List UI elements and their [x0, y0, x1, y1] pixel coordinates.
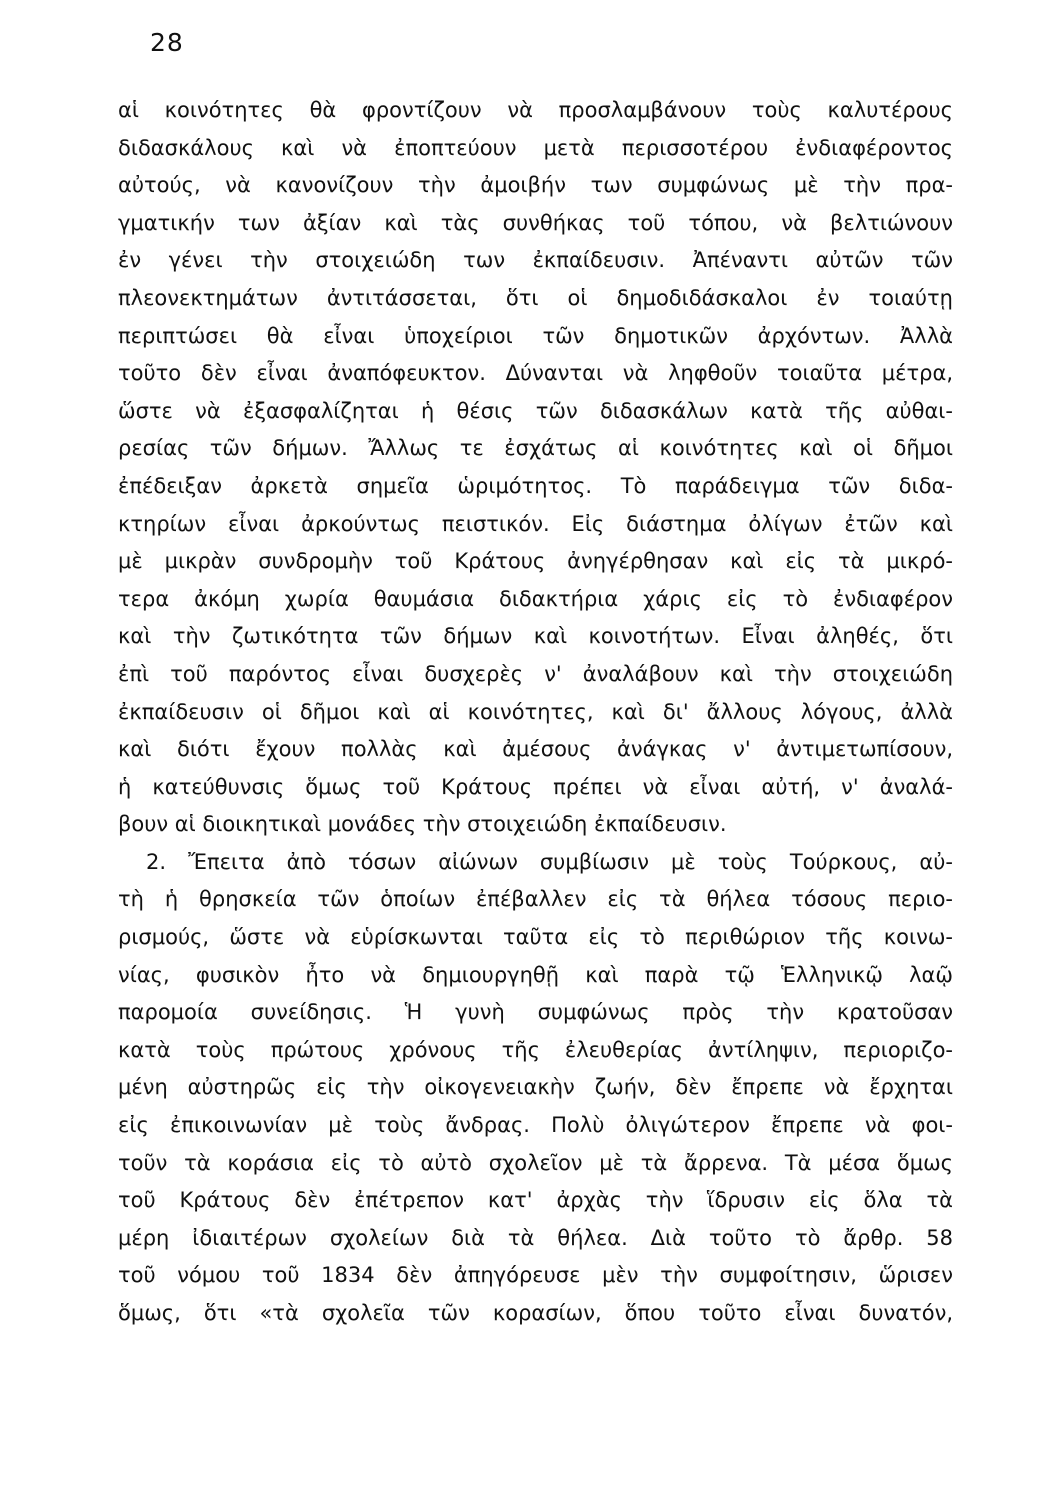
text-line: εἰς ἐπικοινωνίαν μὲ τοὺς ἄνδρας. Πολὺ ὀλιγώτερον ἔπρεπε νὰ φοι-	[118, 1113, 953, 1138]
text-line: ἐν γένει τὴν στοιχειώδη των ἐκπαίδευσιν. Ἀπέναντι αὐτῶν τῶν	[118, 248, 953, 273]
text-line: μέρη ἰδιαιτέρων σχολείων διὰ τὰ θήλεα. Διὰ τοῦτο τὸ ἄρθρ. 58	[118, 1225, 953, 1250]
paragraph-end-line: βουν αἱ διοικητικαὶ μονάδες τὴν στοιχειώδη ἐκπαίδευσιν.	[118, 812, 727, 837]
text-line: τοῦν τὰ κοράσια εἰς τὸ αὐτὸ σχολεῖον μὲ τὰ ἄρρενα. Τὰ μέσα ὅμως	[118, 1150, 953, 1175]
body-text	[118, 92, 953, 1333]
text-line: καὶ διότι ἔχουν πολλὰς καὶ ἀμέσους ἀνάγκας ν' ἀντιμετωπίσουν,	[118, 737, 953, 762]
text-line: μένη αὐστηρῶς εἰς τὴν οἰκογενειακὴν ζωήν, δὲν ἔπρεπε νὰ ἔρχηται	[118, 1075, 953, 1100]
text-line: αἱ κοινότητες θὰ φροντίζουν νὰ προσλαμβάνουν τοὺς καλυτέρους	[118, 98, 953, 122]
text-line: ρισμούς, ὥστε νὰ εὑρίσκωνται ταῦτα εἰς τὸ περιθώριον τῆς κοινω-	[118, 925, 953, 950]
page-number: 28	[150, 28, 184, 57]
text-line: τοῦτο δὲν εἶναι ἀναπόφευκτον. Δύνανται νὰ ληφθοῦν τοιαῦτα μέτρα,	[118, 361, 953, 386]
text-line: πλεονεκτημάτων ἀντιτάσσεται, ὅτι οἱ δημοδιδάσκαλοι ἐν τοιαύτῃ	[118, 285, 953, 310]
text-line: διδασκάλους καὶ νὰ ἐποπτεύουν μετὰ περισσοτέρου ἐνδιαφέροντος	[118, 135, 953, 160]
text-line: ἐκπαίδευσιν οἱ δῆμοι καὶ αἱ κοινότητες, καὶ δι' ἄλλους λόγους, ἀλλὰ	[118, 699, 953, 724]
text-line: αὐτούς, νὰ κανονίζουν τὴν ἀμοιβήν των συμφώνως μὲ τὴν πρα-	[118, 173, 953, 198]
text-line: τοῦ Κράτους δὲν ἐπέτρεπον κατ' ἀρχὰς τὴν ἵδρυσιν εἰς ὅλα τὰ	[118, 1188, 953, 1213]
text-line: ἐπὶ τοῦ παρόντος εἶναι δυσχερὲς ν' ἀναλάβουν καὶ τὴν στοιχειώδη	[118, 661, 953, 686]
text-line: γματικήν των ἀξίαν καὶ τὰς συνθήκας τοῦ τόπου, νὰ βελτιώνουν	[118, 210, 953, 235]
text-line: τὴ ἡ θρησκεία τῶν ὁποίων ἐπέβαλλεν εἰς τὰ θήλεα τόσους περιο-	[118, 887, 953, 912]
text-line: ἐπέδειξαν ἀρκετὰ σημεῖα ὡριμότητος. Τὸ παράδειγμα τῶν διδα-	[118, 473, 953, 498]
text-line: ρεσίας τῶν δήμων. Ἄλλως τε ἐσχάτως αἱ κοινότητες καὶ οἱ δῆμοι	[118, 436, 953, 461]
text-line: ὅμως, ὅτι «τὰ σχολεῖα τῶν κορασίων, ὅπου τοῦτο εἶναι δυνατόν,	[118, 1301, 953, 1325]
text-line: περιπτώσει θὰ εἶναι ὑποχείριοι τῶν δημοτικῶν ἀρχόντων. Ἀλλὰ	[118, 323, 953, 348]
text-line: κατὰ τοὺς πρώτους χρόνους τῆς ἐλευθερίας ἀντίληψιν, περιοριζο-	[118, 1037, 953, 1062]
text-line: ὥστε νὰ ἐξασφαλίζηται ἡ θέσις τῶν διδασκάλων κατὰ τῆς αὐθαι-	[118, 398, 953, 423]
text-line: παρομοία συνείδησις. Ἡ γυνὴ συμφώνως πρὸς τὴν κρατοῦσαν	[118, 1000, 953, 1025]
text-line: νίας, φυσικὸν ἦτο νὰ δημιουργηθῇ καὶ παρὰ τῷ Ἑλληνικῷ λαῷ	[118, 962, 953, 987]
text-line: κτηρίων εἶναι ἀρκούντως πειστικόν. Εἰς διάστημα ὀλίγων ἐτῶν καὶ	[118, 511, 953, 536]
paragraph-start-line: 2. Ἔπειτα ἀπὸ τόσων αἰώνων συμβίωσιν μὲ τοὺς Τούρκους, αὐ-	[146, 849, 953, 874]
text-line: ἡ κατεύθυνσις ὅμως τοῦ Κράτους πρέπει νὰ εἶναι αὐτή, ν' ἀναλά-	[118, 774, 953, 799]
text-line: τερα ἀκόμη χωρία θαυμάσια διδακτήρια χάρις εἰς τὸ ἐνδιαφέρον	[118, 586, 953, 611]
text-line: μὲ μικρὰν συνδρομὴν τοῦ Κράτους ἀνηγέρθησαν καὶ εἰς τὰ μικρό-	[118, 549, 953, 574]
text-line: τοῦ νόμου τοῦ 1834 δὲν ἀπηγόρευσε μὲν τὴν συμφοίτησιν, ὥρισεν	[118, 1263, 953, 1288]
text-line: καὶ τὴν ζωτικότητα τῶν δήμων καὶ κοινοτήτων. Εἶναι ἀληθές, ὅτι	[118, 624, 953, 649]
